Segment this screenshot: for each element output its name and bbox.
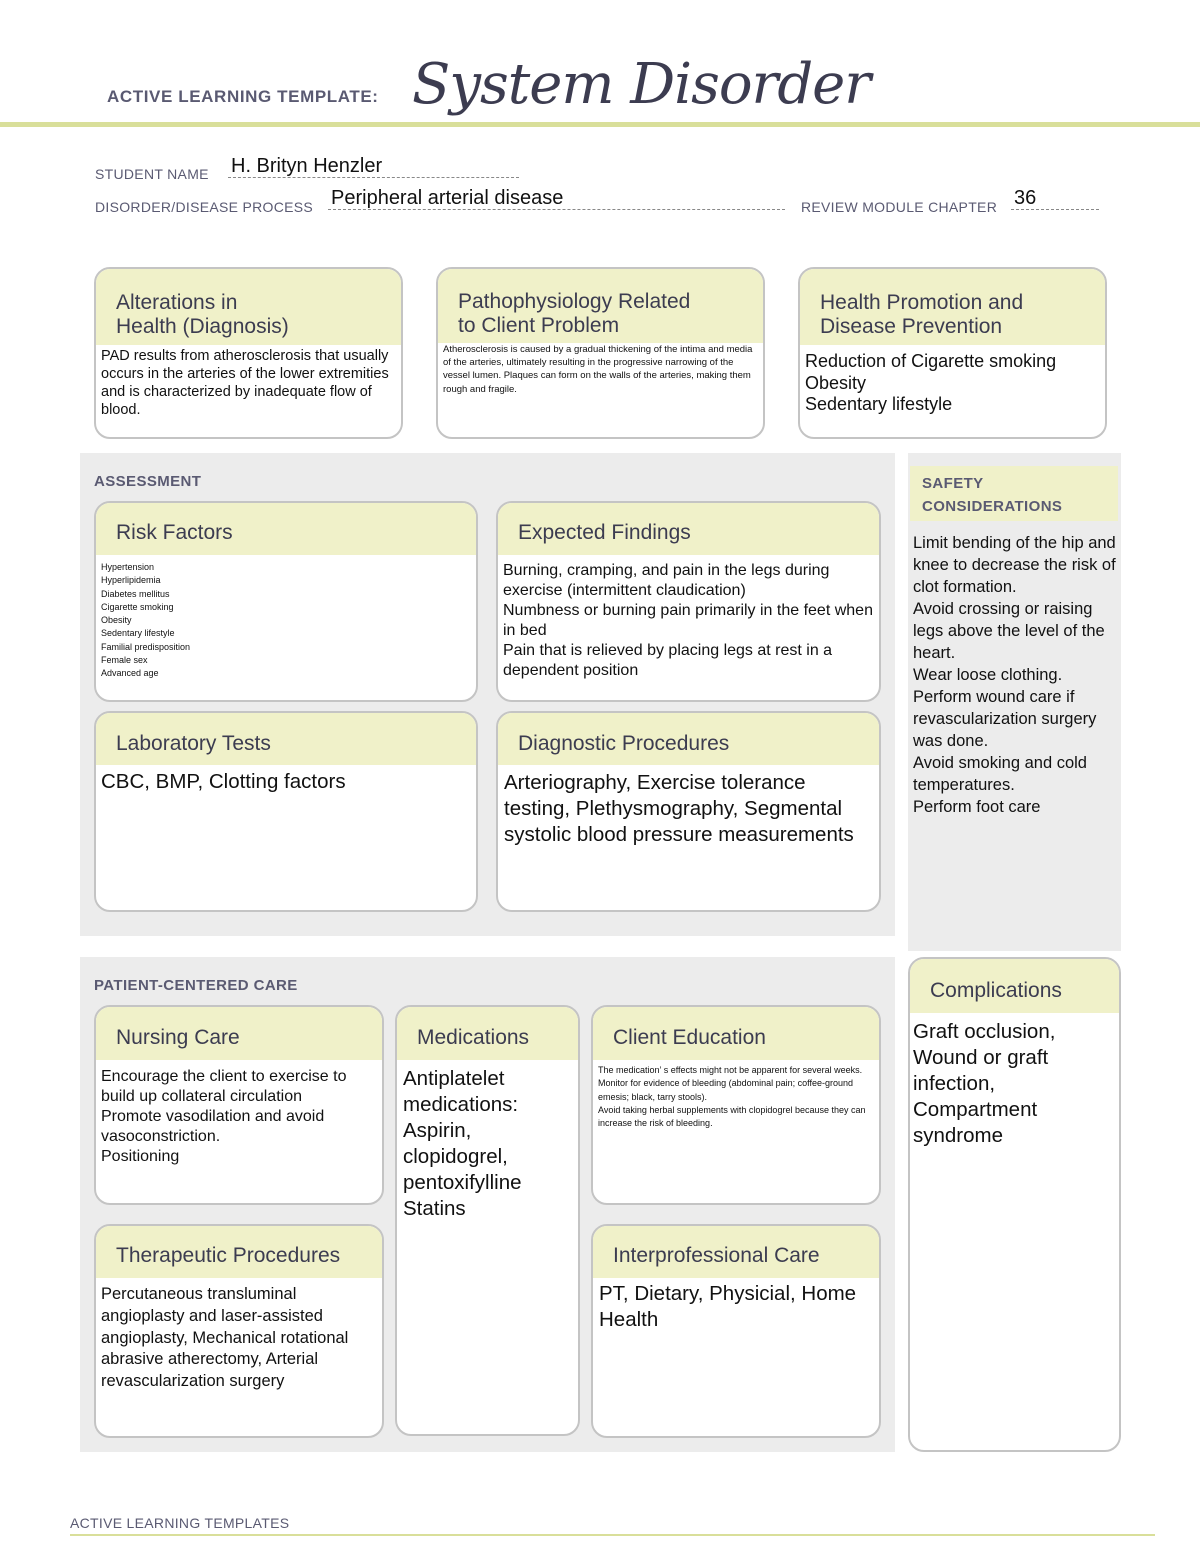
footer-divider: [70, 1534, 1155, 1536]
health-promotion-box: [798, 267, 1107, 439]
nursing-care-box: [94, 1005, 384, 1205]
laboratory-tests-body[interactable]: CBC, BMP, Clotting factors: [101, 770, 346, 793]
medications-title: Medications: [397, 1007, 578, 1060]
interprofessional-care-title: Interprofessional Care: [593, 1226, 879, 1278]
disorder-field[interactable]: Peripheral arterial disease: [328, 187, 785, 210]
client-education-body[interactable]: The medication’ s effects might not be apparent for several weeks. Monitor for evidence of bleeding (abdominal pain; coffee-ground emesis; black, tarry stools). Avoid taking herbal supplements with clopidogrel because they can increase the risk of bleeding.: [598, 1065, 866, 1129]
chapter-field[interactable]: 36: [1011, 187, 1099, 210]
risk-factors-body[interactable]: Hypertension Hyperlipidemia Diabetes mellitus Cigarette smoking Obesity Sedentary lifestyle Familial predisposition Female sex Advanced age: [101, 562, 191, 679]
medications-box: [395, 1005, 580, 1436]
expected-findings-box: [496, 501, 881, 702]
diagnostic-procedures-body[interactable]: Arteriography, Exercise tolerance testing, Plethysmography, Segmental systolic blood pressure measurements: [504, 771, 854, 846]
template-label: ACTIVE LEARNING TEMPLATE:: [107, 87, 379, 106]
alterations-body[interactable]: PAD results from atherosclerosis that usually occurs in the arteries of the lower extremities and is characterized by inadequate flow of blood.: [101, 348, 389, 418]
diagnostic-procedures-title: Diagnostic Procedures: [498, 713, 879, 765]
therapeutic-procedures-body[interactable]: Percutaneous transluminal angioplasty and laser-assisted angioplasty, Mechanical rotational abrasive atherectomy, Arterial revascularization surgery: [101, 1285, 349, 1391]
student-name-label: STUDENT NAME: [95, 166, 209, 182]
diagnostic-procedures-box: [496, 711, 881, 912]
client-education-title: Client Education: [593, 1007, 879, 1060]
patient-care-heading: PATIENT-CENTERED CARE: [94, 977, 298, 994]
disorder-label: DISORDER/DISEASE PROCESS: [95, 199, 314, 215]
complications-body[interactable]: Graft occlusion, Wound or graft infection, Compartment syndrome: [913, 1020, 1056, 1147]
pathophysiology-title: Pathophysiology Related to Client Problem: [438, 269, 763, 343]
risk-factors-box: [94, 501, 478, 702]
expected-findings-title: Expected Findings: [498, 503, 879, 555]
laboratory-tests-title: Laboratory Tests: [96, 713, 476, 765]
complications-title: Complications: [910, 959, 1119, 1013]
client-education-box: [591, 1005, 881, 1205]
therapeutic-procedures-box: [94, 1224, 384, 1438]
safety-body[interactable]: Limit bending of the hip and knee to decrease the risk of clot formation. Avoid crossing or raising legs above the level of the heart. Wear loose clothing. Perform wound care if revascularization surgery was done. Avoid smoking and cold temperatures. Perform foot care: [913, 534, 1116, 816]
interprofessional-care-box: [591, 1224, 881, 1438]
complications-box: [908, 957, 1121, 1452]
nursing-care-title: Nursing Care: [96, 1007, 382, 1060]
safety-heading: SAFETY CONSIDERATIONS: [922, 475, 1063, 515]
nursing-care-body[interactable]: Encourage the client to exercise to build up collateral circulation Promote vasodilation and avoid vasoconstriction. Positioning: [101, 1068, 347, 1165]
pathophysiology-box: [436, 267, 765, 439]
footer-label: ACTIVE LEARNING TEMPLATES: [70, 1515, 290, 1531]
header-divider: [0, 122, 1200, 127]
assessment-heading: ASSESSMENT: [94, 473, 202, 490]
page-title: System Disorder: [412, 52, 871, 117]
medications-body[interactable]: Antiplatelet medications: Aspirin, clopidogrel, pentoxifylline Statins: [403, 1067, 522, 1220]
alterations-title: Alterations in Health (Diagnosis): [96, 269, 401, 345]
student-name-field[interactable]: H. Brityn Henzler: [228, 155, 519, 178]
risk-factors-title: Risk Factors: [96, 503, 476, 555]
chapter-label: REVIEW MODULE CHAPTER: [801, 199, 998, 215]
alterations-box: [94, 267, 403, 439]
interprofessional-care-body[interactable]: PT, Dietary, Physicial, Home Health: [599, 1282, 857, 1331]
health-promotion-body[interactable]: Reduction of Cigarette smoking Obesity Sedentary lifestyle: [805, 351, 1057, 414]
therapeutic-procedures-title: Therapeutic Procedures: [96, 1226, 382, 1278]
laboratory-tests-box: [94, 711, 478, 912]
health-promotion-title: Health Promotion and Disease Prevention: [800, 269, 1105, 345]
expected-findings-body[interactable]: Burning, cramping, and pain in the legs during exercise (intermittent claudication) Numbness or burning pain primarily in the feet when in bed Pain that is relieved by placing legs at rest in a dependent position: [503, 562, 873, 679]
pathophysiology-body[interactable]: Atherosclerosis is caused by a gradual thickening of the intima and media of the arteries, ultimately resulting in the progressive narrowing of the vessel lumen. Plaques can form on the walls of the arteries, making them rough and fragile.: [443, 344, 753, 395]
